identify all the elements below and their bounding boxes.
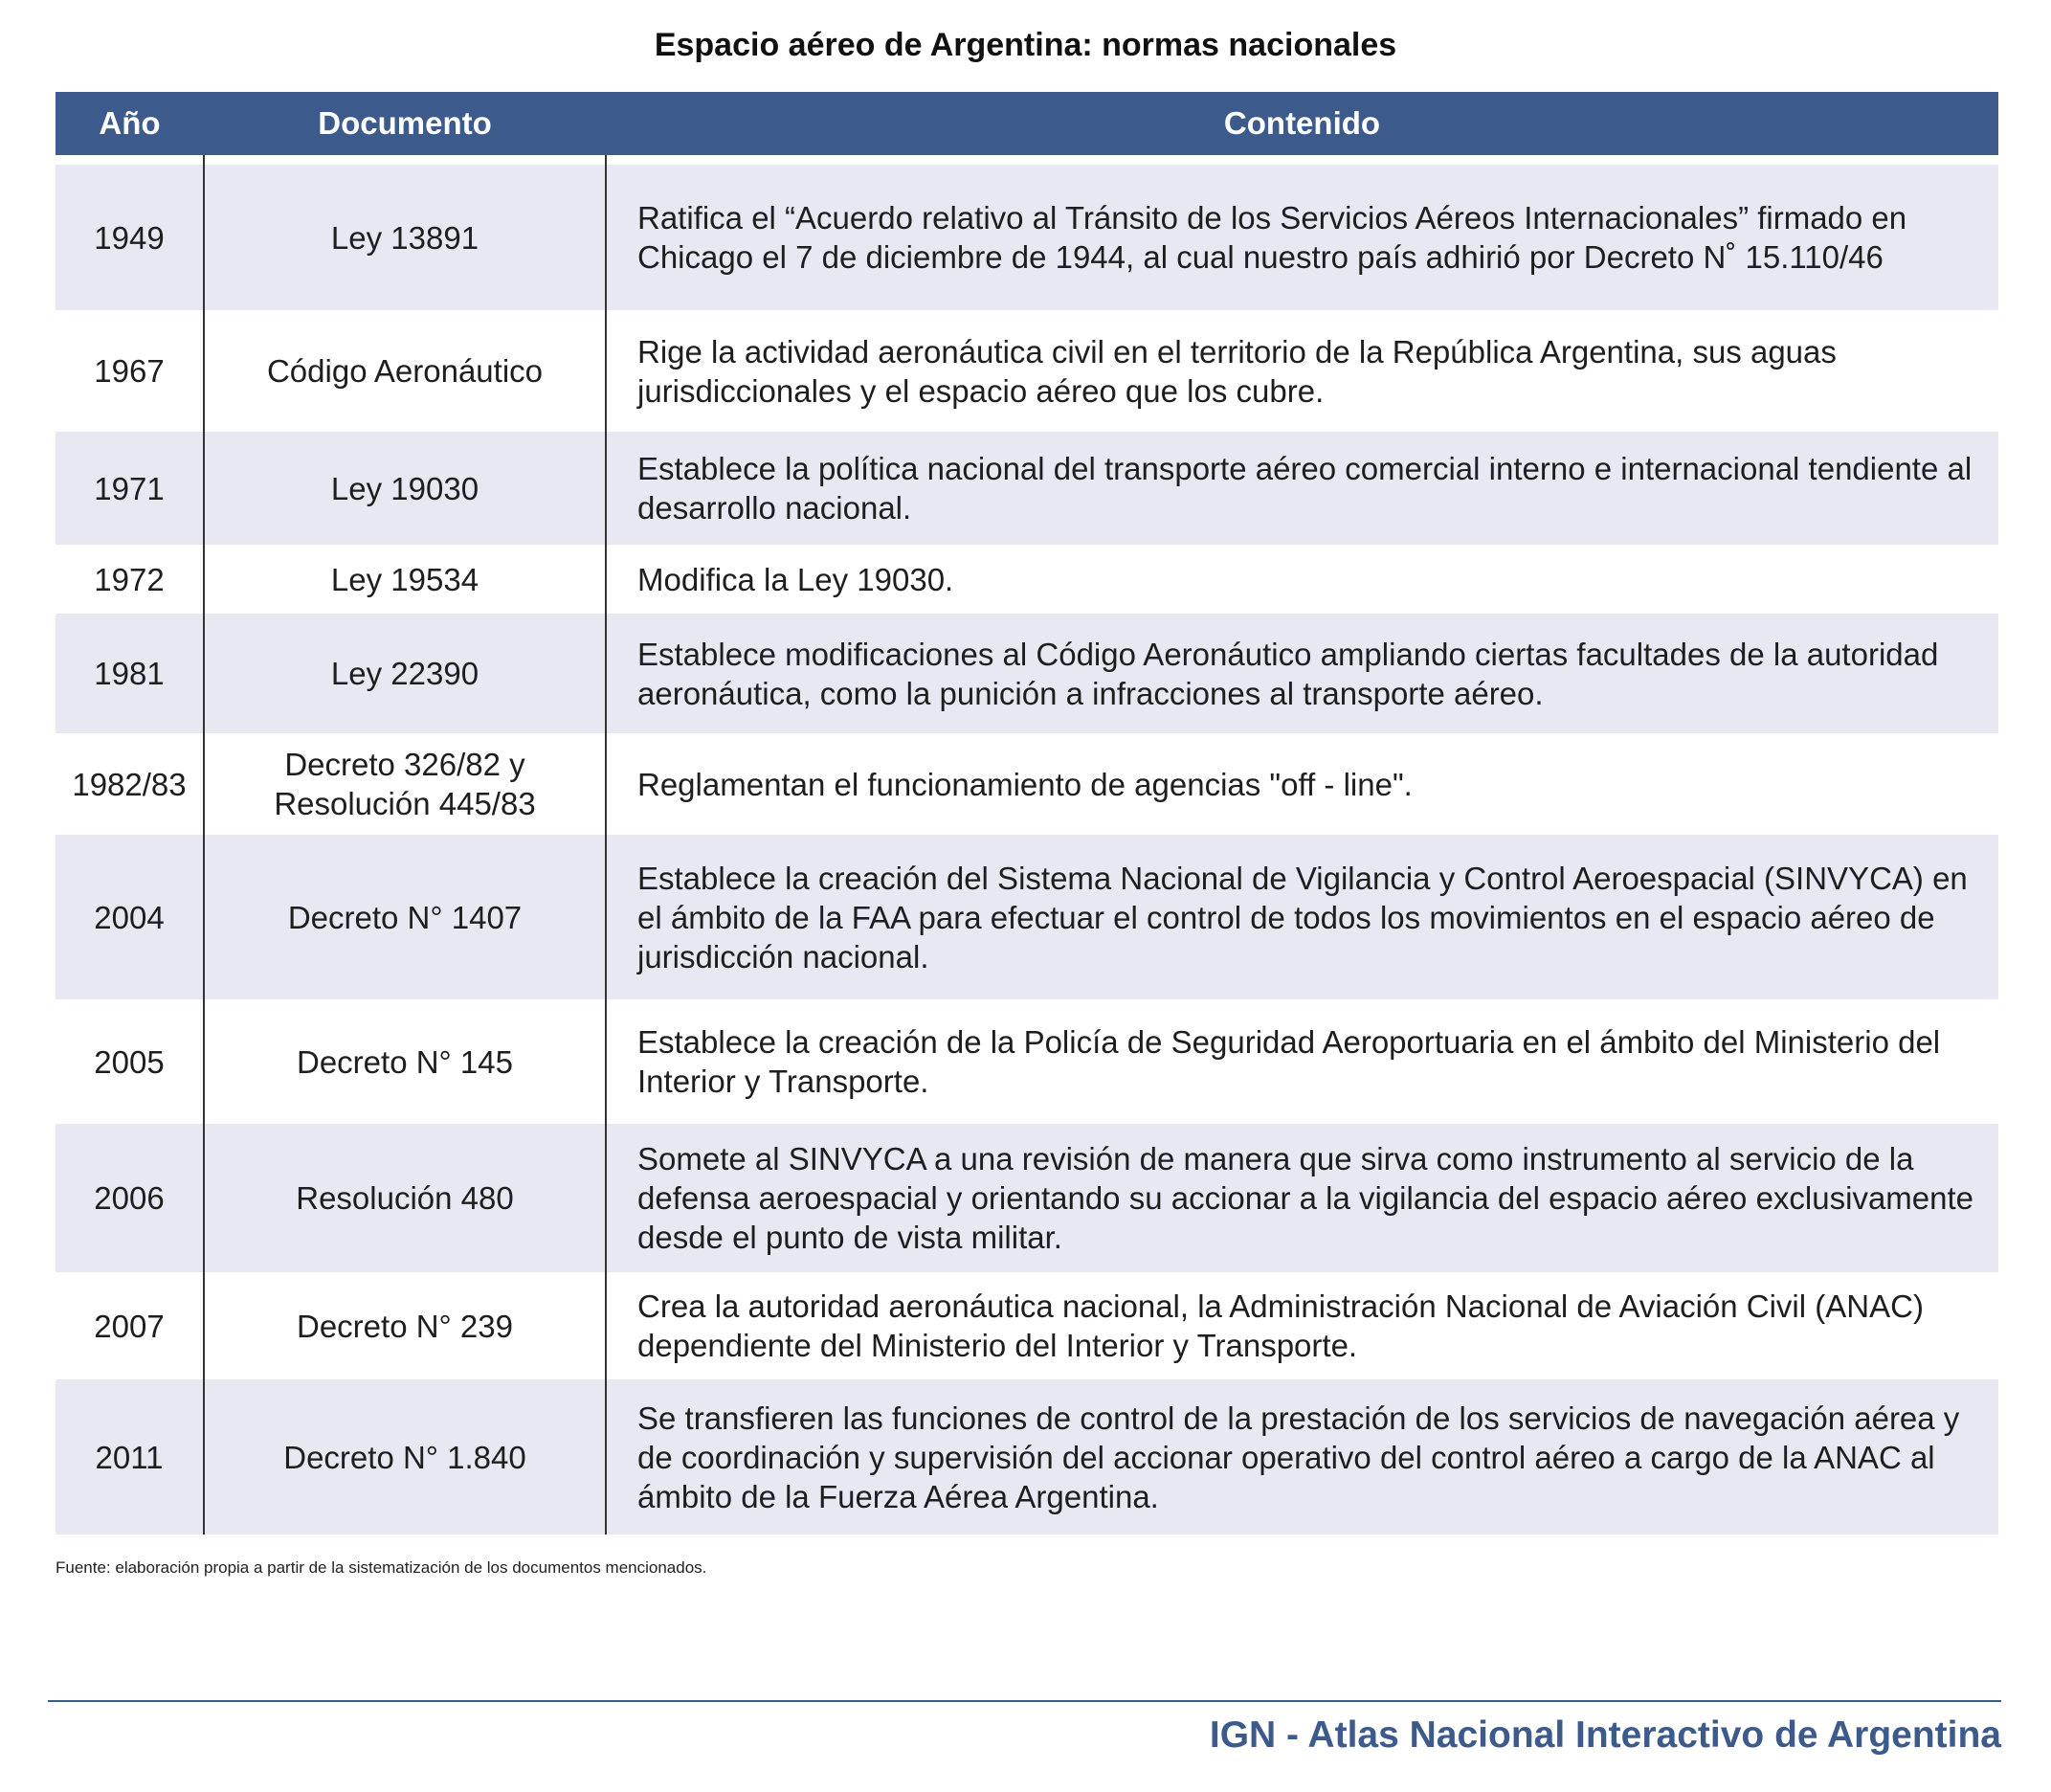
year-cell: 1972: [56, 545, 204, 614]
content-cell: Reglamentan el funcionamiento de agencias "off - line".: [637, 766, 1413, 802]
document-cell: Ley 19534: [204, 545, 606, 614]
table-spacer: [56, 155, 1998, 165]
source-note: Fuente: elaboración propia a partir de la sistematización de los documentos mencionados.: [56, 1558, 707, 1577]
table-header-row: [56, 92, 1998, 155]
footer-credit: IGN - Atlas Nacional Interactivo de Argentina: [1209, 1714, 2001, 1756]
column-header-content: Contenido: [606, 92, 1998, 155]
column-header-document: Documento: [204, 92, 606, 155]
table-row: [56, 1124, 1998, 1272]
table-row: [56, 432, 1998, 545]
document-cell: Decreto N° 1407: [204, 835, 606, 999]
content-cell: Establece modificaciones al Código Aeronáutico ampliando ciertas facultades de la autoridad aeronáutica, como la punición a infracciones al transporte aéreo.: [606, 614, 1998, 733]
spacer-cell: [56, 155, 204, 165]
content-cell: Establece la política nacional del transporte aéreo comercial interno e internacional tendiente al desarrollo nacional.: [606, 432, 1998, 545]
year-cell: 1949: [56, 165, 204, 310]
year-cell: 2004: [56, 835, 204, 999]
content-cell: Ratifica el “Acuerdo relativo al Tránsito de los Servicios Aéreos Internacionales” firmado en Chicago el 7 de diciembre de 1944, al cual nuestro país adhirió por Decreto N˚ 15.110/46: [606, 165, 1998, 310]
content-cell: Crea la autoridad aeronáutica nacional, la Administración Nacional de Aviación Civil (ANAC) dependiente del Ministerio del Interior y Transporte.: [637, 1288, 1924, 1363]
document-cell: Decreto N° 239: [204, 1272, 606, 1379]
document-cell: Decreto N° 145: [204, 999, 606, 1124]
table-row: [56, 733, 1998, 835]
content-cell: Establece la creación del Sistema Nacional de Vigilancia y Control Aeroespacial (SINVYCA) en el ámbito de la FAA para efectuar el control de todos los movimientos en el espacio aéreo de jurisdicción nacional.: [606, 835, 1998, 999]
year-cell: 1981: [56, 614, 204, 733]
spacer-cell: [606, 155, 1998, 165]
document-cell: Decreto 326/82 y Resolución 445/83: [204, 733, 606, 835]
content-cell: Rige la actividad aeronáutica civil en el territorio de la República Argentina, sus aguas jurisdiccionales y el espacio aéreo que los cubre.: [637, 333, 1837, 409]
spacer-cell: [204, 155, 606, 165]
document-cell: Ley 19030: [204, 432, 606, 545]
table-row: [56, 1272, 1998, 1379]
content-cell: Modifica la Ley 19030.: [637, 561, 954, 597]
table-row: [56, 1379, 1998, 1534]
document-cell: Ley 13891: [204, 165, 606, 310]
table-row: [56, 614, 1998, 733]
year-cell: 2011: [56, 1379, 204, 1534]
year-cell: 2006: [56, 1124, 204, 1272]
document-cell: Decreto N° 1.840: [204, 1379, 606, 1534]
table-row: [56, 835, 1998, 999]
content-cell: Se transfieren las funciones de control de la prestación de los servicios de navegación aérea y de coordinación y supervisión del accionar operativo del control aéreo a cargo de la ANAC al ámbito de la Fuerza Aérea Argentina.: [606, 1379, 1998, 1534]
page-title: Espacio aéreo de Argentina: normas nacionales: [654, 27, 1397, 63]
year-cell: 1971: [56, 432, 204, 545]
table-row: [56, 545, 1998, 614]
document-cell: Resolución 480: [204, 1124, 606, 1272]
document-cell: Código Aeronáutico: [204, 310, 606, 432]
table-row: [56, 165, 1998, 310]
year-cell: 1982/83: [56, 733, 204, 835]
year-cell: 2007: [56, 1272, 204, 1379]
footer-divider: [48, 1700, 2001, 1702]
content-cell: Establece la creación de la Policía de Seguridad Aeroportuaria en el ámbito del Ministerio del Interior y Transporte.: [637, 1024, 1941, 1099]
content-cell: Somete al SINVYCA a una revisión de manera que sirva como instrumento al servicio de la defensa aeroespacial y orientando su accionar a la vigilancia del espacio aéreo exclusivamente desde el punto de vista militar.: [606, 1124, 1998, 1272]
year-cell: 1967: [56, 310, 204, 432]
table-row: [56, 999, 1998, 1124]
document-cell: Ley 22390: [204, 614, 606, 733]
norms-table: [56, 92, 1998, 1534]
year-cell: 2005: [56, 999, 204, 1124]
table-row: [56, 310, 1998, 432]
column-header-year: Año: [56, 92, 204, 155]
